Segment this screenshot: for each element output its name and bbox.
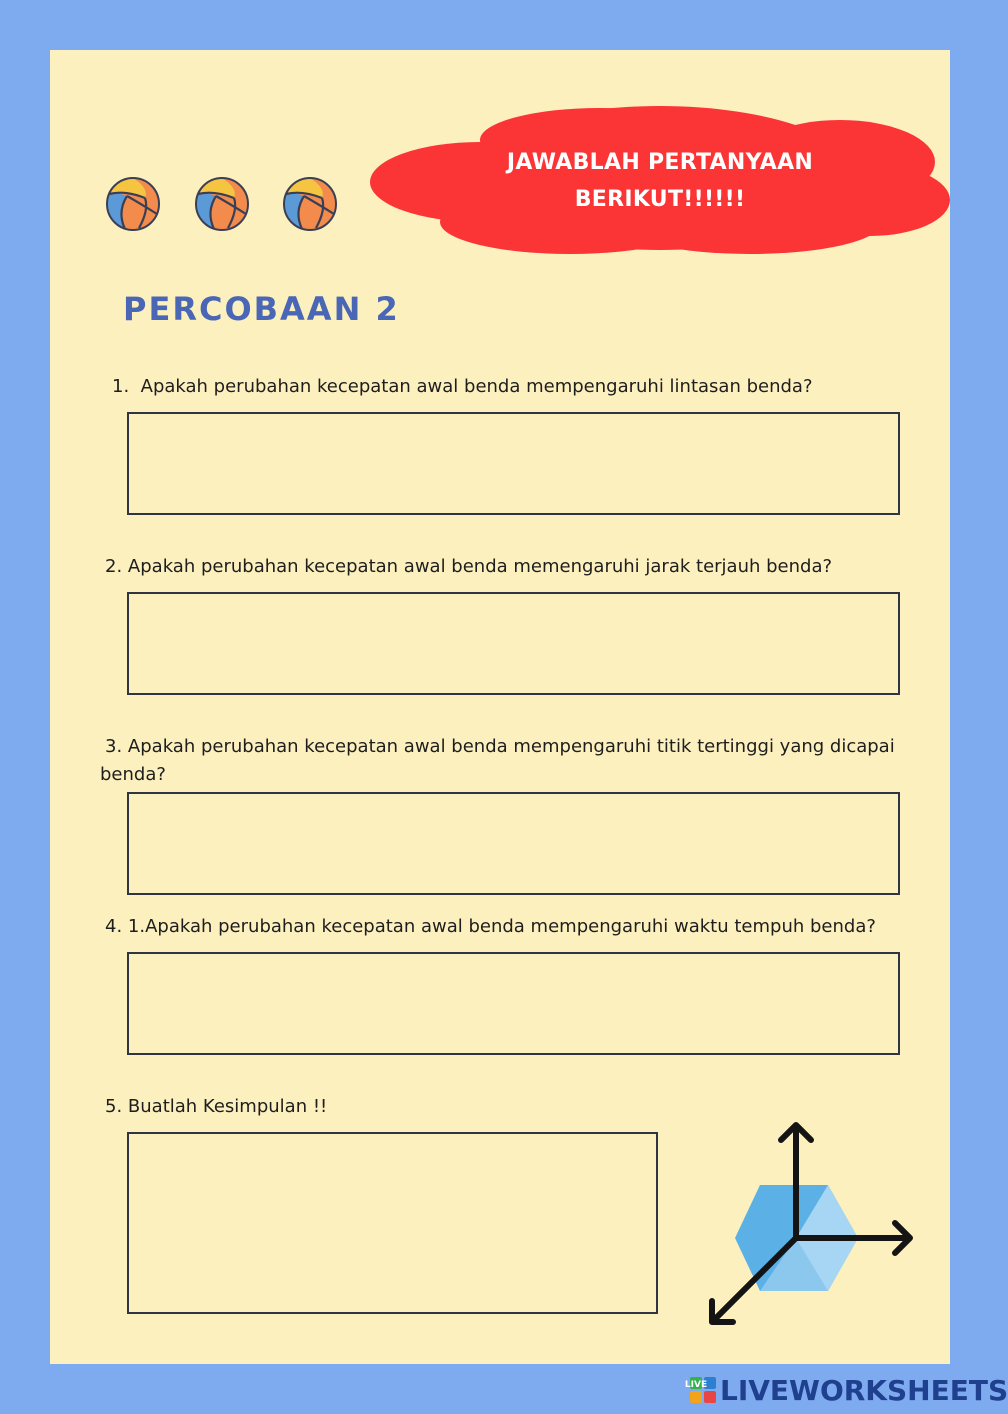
- question-3-text: Apakah perubahan kecepatan awal benda mempengaruhi titik tertinggi yang dicapai: [127, 736, 895, 757]
- question-4-number: 4.: [105, 916, 123, 937]
- liveworksheets-logo-icon: [684, 1377, 716, 1403]
- banner-text: [470, 144, 850, 218]
- banner-line-1: JAWABLAH PERTANYAAN: [506, 150, 814, 175]
- question-1-number: 1.: [112, 376, 130, 397]
- answer-box-4[interactable]: [127, 952, 900, 1055]
- liveworksheets-brand: LIVEWORKSHEETS: [720, 1373, 1008, 1407]
- volleyball-icon: [194, 176, 250, 232]
- question-5-number: 5.: [105, 1096, 123, 1117]
- banner-line-2: BERIKUT!!!!!!: [574, 187, 746, 212]
- question-4-text: 1.Apakah perubahan kecepatan awal benda mempengaruhi waktu tempuh benda?: [127, 916, 876, 937]
- page-title: PERCOBAAN 2: [123, 290, 400, 328]
- question-1-text: Apakah perubahan kecepatan awal benda mempengaruhi lintasan benda?: [140, 376, 813, 397]
- question-5: [105, 1093, 327, 1120]
- question-2: [105, 553, 832, 580]
- liveworksheets-logo[interactable]: [684, 1372, 1008, 1408]
- question-2-text: Apakah perubahan kecepatan awal benda memengaruhi jarak terjauh benda?: [127, 556, 833, 577]
- question-5-text: Buatlah Kesimpulan !!: [127, 1096, 328, 1117]
- answer-box-2[interactable]: [127, 592, 900, 695]
- question-3: [105, 733, 925, 760]
- question-4: [105, 913, 876, 940]
- answer-box-3[interactable]: [127, 792, 900, 895]
- question-2-number: 2.: [105, 556, 123, 577]
- question-3-number: 3.: [105, 736, 123, 757]
- axes-hexagon-icon: [700, 1115, 920, 1335]
- volleyball-icon: [105, 176, 161, 232]
- logo-letter-l: LIVE: [684, 1380, 708, 1390]
- question-3-continued: benda?: [100, 764, 166, 785]
- answer-box-5[interactable]: [127, 1132, 658, 1314]
- volleyball-icon: [282, 176, 338, 232]
- answer-box-1[interactable]: [127, 412, 900, 515]
- question-1: [112, 373, 813, 400]
